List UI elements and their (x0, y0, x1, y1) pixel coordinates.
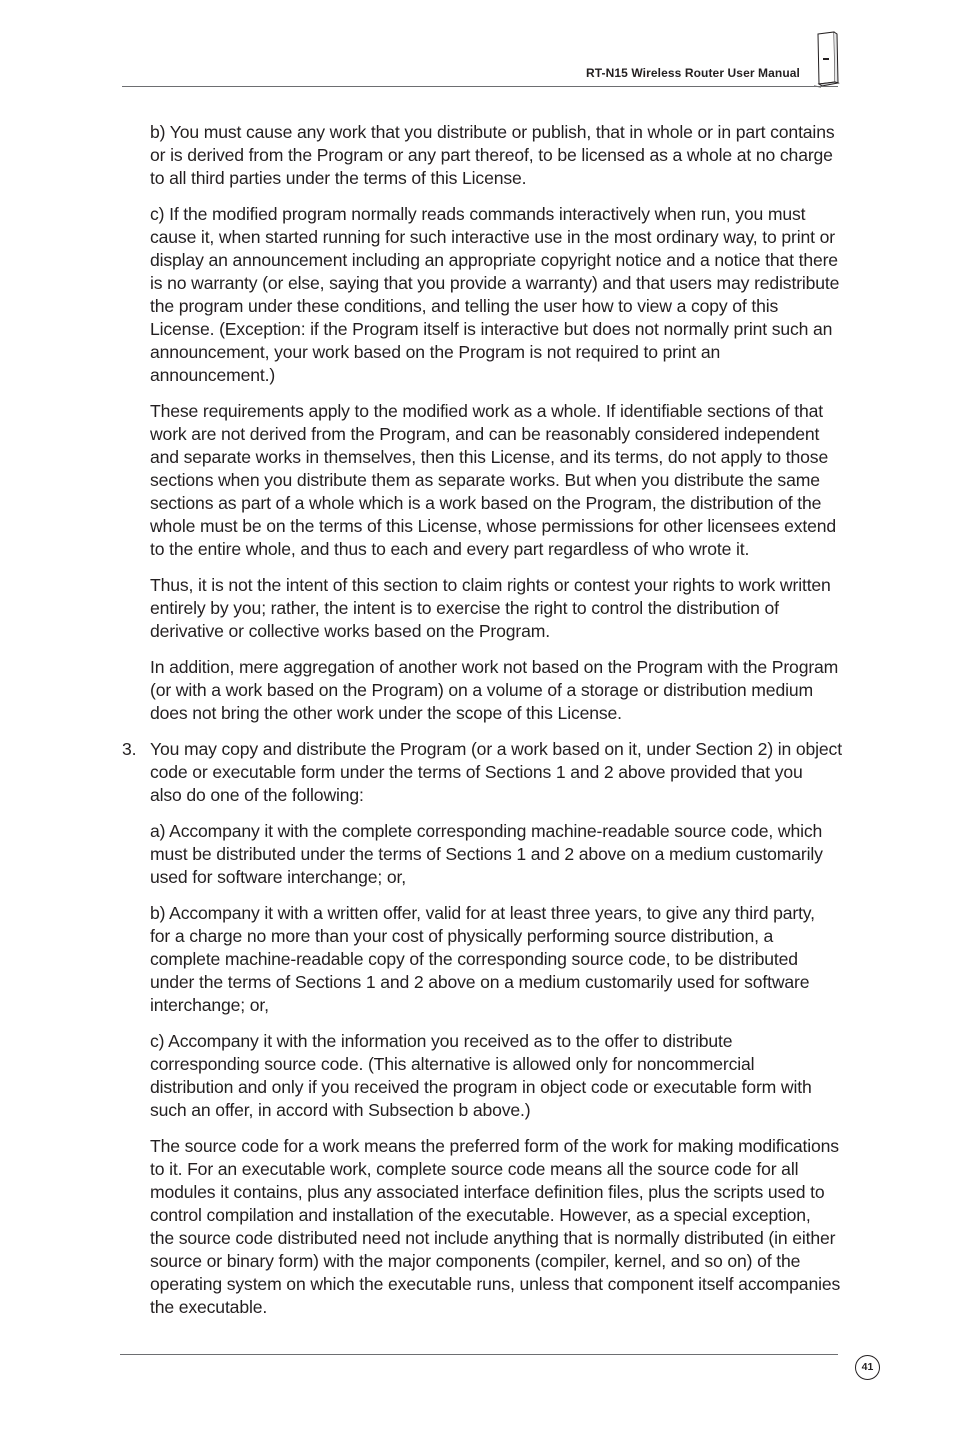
paragraph-intent: Thus, it is not the intent of this section to claim rights or contest your rights to work written entirely by you; rather, the intent is to exercise the right to control the distribution of derivative or collective works based on the Program. (150, 575, 831, 641)
paragraph-3b: b) Accompany it with a written offer, valid for at least three years, to give any third party, for a charge no more than your cost of physically performing source distribution, a complete machine-readable copy of the corresponding source code, to be distributed under the terms of Sections 1 and 2 above on a medium customarily used for software interchange; or, (150, 903, 815, 1015)
paragraph-2b: b) You must cause any work that you distribute or publish, that in whole or in part contains or is derived from the Program or any part thereof, to be licensed as a whole at no charge to all third parties under the terms of this License. (150, 122, 835, 188)
page-number: 41 (855, 1355, 880, 1380)
paragraph-3a: a) Accompany it with the complete corresponding machine-readable source code, which must be distributed under the terms of Sections 1 and 2 above on a medium customarily used for software interchange; or, (150, 821, 823, 887)
paragraph-requirements: These requirements apply to the modified work as a whole. If identifiable sections of that work are not derived from the Program, and can be reasonably considered independent and separate works in themselves, then this License, and its terms, do not apply to those sections when you distribute them as separate works. But when you distribute the same sections as part of a whole which is a work based on the Program, the distribution of the whole must be on the terms of this License, whose permissions for other licensees extend to the entire whole, and thus to each and every part regardless of who wrote it. (150, 401, 837, 559)
manual-title: RT-N15 Wireless Router User Manual (585, 66, 800, 80)
list-item-3 (122, 738, 842, 807)
page-content (122, 121, 842, 1332)
list-item-number: 3. (122, 739, 137, 759)
paragraph-source-code: The source code for a work means the preferred form of the work for making modifications to it. For an executable work, complete source code means all the source code for all modules it contains, plus any associated interface definition files, plus the scripts used to control compilation and installation of the executable. However, as a special exception, the source code distributed need not include anything that is normally distributed (in either source or binary form) with the major components (compiler, kernel, and so on) of the operating system on which the executable runs, unless that component itself accompanies the executable. (150, 1136, 841, 1317)
paragraph-aggregation: In addition, mere aggregation of another work not based on the Program with the Program (or with a work based on the Program) on a volume of a storage or distribution medium does not bring the other work under the scope of this License. (150, 657, 839, 723)
router-icon (812, 30, 840, 88)
list-item-text: You may copy and distribute the Program (or a work based on it, under Section 2) in object code or executable form under the terms of Sections 1 and 2 above provided that you also do one of the following: (150, 739, 842, 805)
footer-rule (120, 1354, 838, 1355)
header-rule (122, 86, 838, 87)
paragraph-3c: c) Accompany it with the information you received as to the offer to distribute corresponding source code. (This alternative is allowed only for noncommercial distribution and only if you received the program in object code or executable form with such an offer, in accord with Subsection b above.) (150, 1031, 812, 1120)
paragraph-2c: c) If the modified program normally reads commands interactively when run, you must cause it, when started running for such interactive use in the most ordinary way, to print or display an announcement including an appropriate copyright notice and a notice that there is no warranty (or else, saying that you provide a warranty) and that users may redistribute the program under these conditions, and telling the user how to view a copy of this License. (Exception: if the Program itself is interactive but does not normally print such an announcement, your work based on the Program is not required to print an announcement.) (150, 204, 840, 385)
